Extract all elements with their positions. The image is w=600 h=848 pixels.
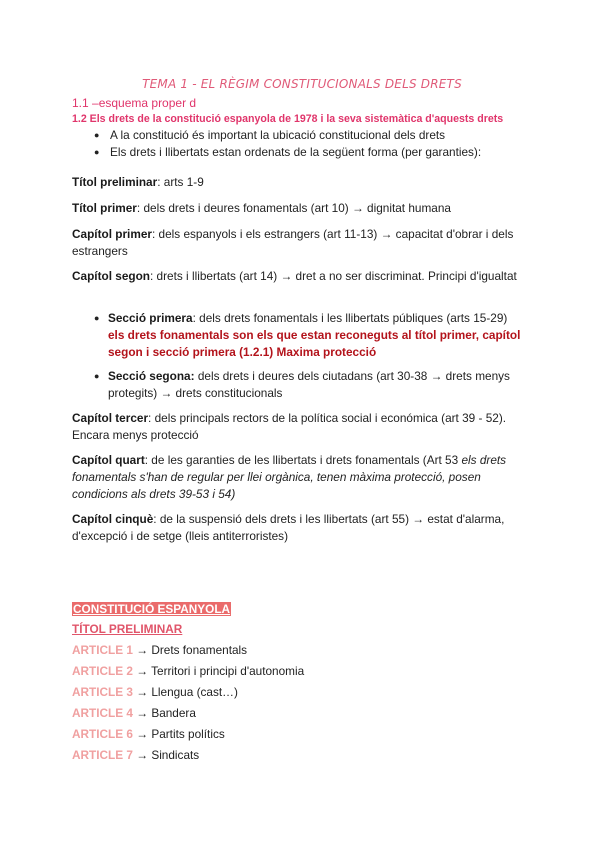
- article-text: → Bandera: [132, 706, 196, 720]
- article-label: ARTICLE 4: [72, 706, 133, 720]
- block-label: Capítol tercer: [72, 411, 149, 425]
- block-capitol-segon: [72, 268, 532, 285]
- article-text: → Territori i principi d'autonomia: [132, 664, 305, 678]
- seccio-list-2: [94, 368, 524, 402]
- block-label: Capítol primer: [72, 227, 152, 241]
- list-item: [94, 310, 524, 361]
- heading-1-2: 1.2 Els drets de la constitució espanyola de 1978 i la seva sistemàtica d'aquests drets: [72, 113, 504, 125]
- block-label: Capítol quart: [72, 453, 145, 467]
- block-titol-preliminar: [72, 174, 532, 191]
- block-text: : dels principals rectors de la política social i económica (art 39 - 52). Encara menys protecció: [72, 411, 507, 442]
- block-capitol-quart: [72, 452, 532, 503]
- highlight-text: els drets fonamentals son els que estan reconeguts al títol primer, capítol segon i secció primera (1.2.1) Maxima protecció: [108, 328, 521, 359]
- article-label: ARTICLE 7: [72, 748, 133, 762]
- list-item: [94, 144, 534, 161]
- block-label: Capítol segon: [72, 269, 150, 283]
- article-row: [72, 684, 238, 701]
- block-text: : dels drets i deures fonamentals (art 10) → dignitat humana: [136, 201, 451, 215]
- seccio-list-1: [94, 310, 524, 361]
- article-row: [72, 663, 304, 680]
- heading-1-1: 1.1 –esquema proper d: [72, 96, 197, 110]
- article-row: [72, 642, 247, 659]
- block-label: Capítol cinquè: [72, 512, 154, 526]
- article-row: [72, 726, 225, 743]
- block-text: dels drets i deures dels ciutadans (art 30-38 → drets menys protegits) → drets constitucionals: [108, 369, 510, 400]
- article-row: [72, 747, 199, 764]
- block-text: : dels drets fonamentals i les llibertats públiques (arts 15-29): [192, 311, 508, 325]
- article-label: ARTICLE 6: [72, 727, 133, 741]
- block-titol-primer: [72, 200, 532, 217]
- article-label: ARTICLE 1: [72, 643, 133, 657]
- block-capitol-tercer: [72, 410, 532, 444]
- article-text: → Llengua (cast…): [132, 685, 238, 699]
- block-label: Secció segona:: [108, 369, 195, 383]
- block-label: Títol preliminar: [72, 175, 158, 189]
- subsection-heading-text: TÍTOL PRELIMINAR: [72, 622, 183, 636]
- block-label: Secció primera: [108, 311, 193, 325]
- list-item: [94, 368, 524, 402]
- document-title: TEMA 1 - EL RÈGIM CONSTITUCIONALS DELS DRETS: [142, 77, 462, 91]
- block-text: : de la suspensió dels drets i les llibertats (art 55) → estat d'alarma, d'excepció i de setge (lleis antiterroristes): [72, 512, 505, 543]
- block-text: : arts 1-9: [157, 175, 204, 189]
- article-label: ARTICLE 2: [72, 664, 133, 678]
- section-heading: [72, 601, 532, 618]
- section-heading-text: CONSTITUCIÓ ESPANYOLA: [73, 602, 231, 616]
- article-label: ARTICLE 3: [72, 685, 133, 699]
- block-label: Títol primer: [72, 201, 137, 215]
- article-text: → Drets fonamentals: [132, 643, 248, 657]
- article-text: → Sindicats: [132, 748, 200, 762]
- list-item: [94, 127, 534, 144]
- bullet-text: A la constitució és important la ubicació constitucional dels drets: [110, 128, 446, 142]
- article-text: → Partits polítics: [132, 727, 225, 741]
- article-row: [72, 705, 196, 722]
- subsection-heading: [72, 621, 532, 638]
- italic-note: els drets fonamentals s'han de regular per llei orgànica, tenen màxima protecció, posen condicions als drets 39-53 i 54): [72, 453, 507, 501]
- intro-bullet-list: [94, 127, 534, 161]
- block-capitol-primer: [72, 226, 532, 260]
- block-text: : dels espanyols i els estrangers (art 11-13) → capacitat d'obrar i dels estrangers: [72, 227, 514, 258]
- block-text: : drets i llibertats (art 14) → dret a no ser discriminat. Principi d'igualtat: [150, 269, 517, 283]
- block-capitol-cinque: [72, 511, 532, 545]
- bullet-text: Els drets i llibertats estan ordenats de la següent forma (per garanties):: [110, 145, 482, 159]
- block-text: : de les garanties de les llibertats i drets fonamentals (Art 53: [144, 453, 462, 467]
